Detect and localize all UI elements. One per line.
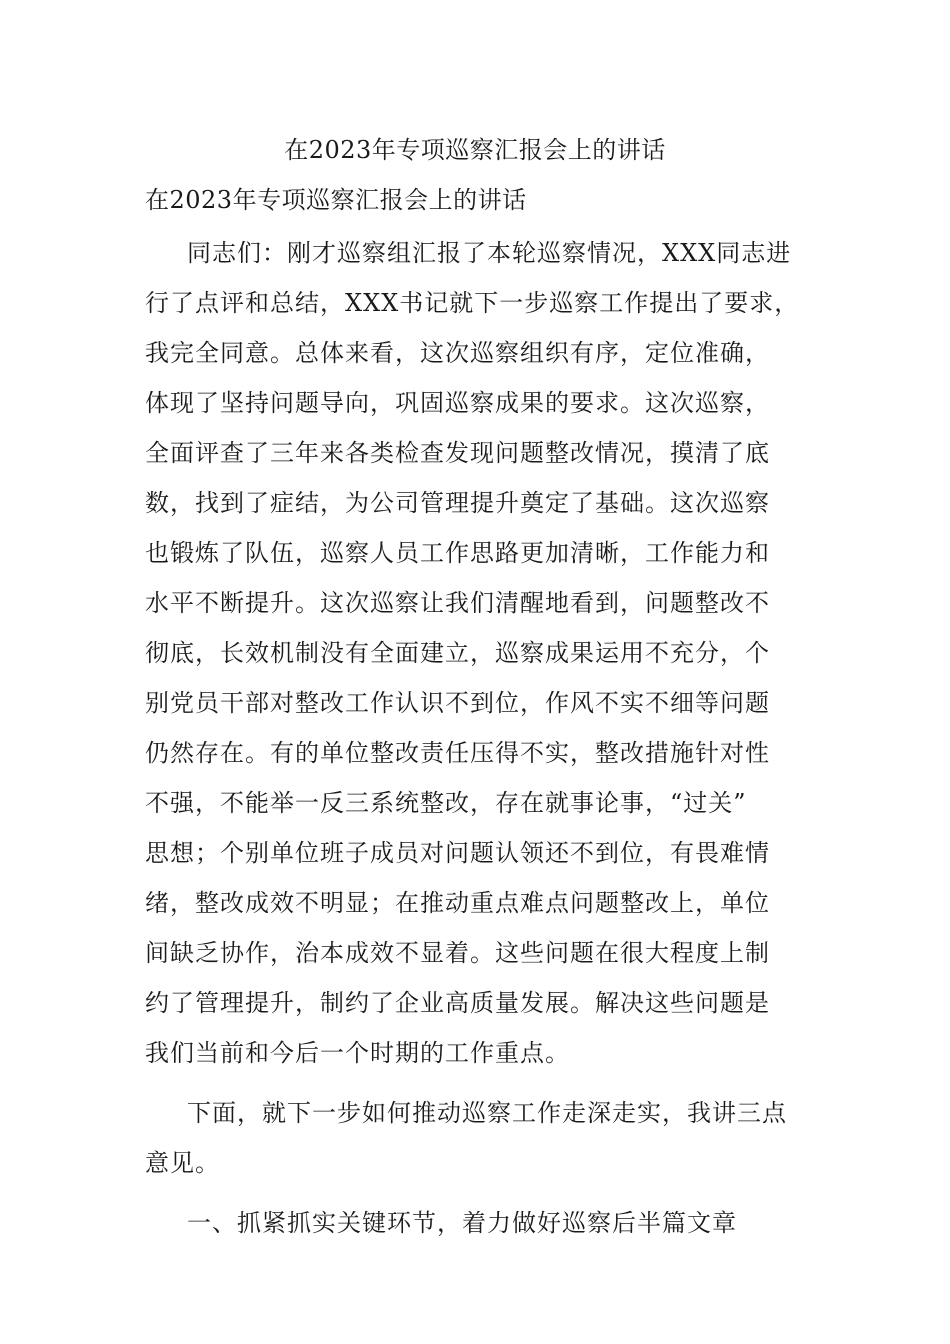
paragraph-gap	[145, 1078, 815, 1088]
paragraph-line: 体现了坚持问题导向，巩固巡察成果的要求。这次巡察，	[145, 389, 770, 417]
paragraph-line: 彻底，长效机制没有全面建立，巡察成果运用不充分，个	[145, 639, 770, 667]
paragraph-line: 思想；个别单位班子成员对问题认领还不到位，有畏难情	[145, 839, 770, 867]
paragraph-line: 也锻炼了队伍，巡察人员工作思路更加清晰，工作能力和	[145, 539, 770, 567]
paragraph-line: 间缺乏协作，治本成效不显着。这些问题在很大程度上制	[145, 939, 770, 967]
paragraph-line: 别党员干部对整改工作认识不到位，作风不实不细等问题	[145, 689, 770, 717]
paragraph-line: 绪，整改成效不明显；在推动重点难点问题整改上，单位	[145, 889, 770, 917]
paragraph-line: 意见。	[145, 1149, 220, 1177]
paragraph-line: 我们当前和今后一个时期的工作重点。	[145, 1039, 570, 1067]
paragraph-line: 行了点评和总结，XXX书记就下一步巡察工作提出了要求，	[145, 289, 800, 317]
paragraph-line: 下面，就下一步如何推动巡察工作走深走实，我讲三点	[187, 1099, 787, 1127]
document-title: 在2023年专项巡察汇报会上的讲话	[284, 136, 666, 164]
paragraph-line: 水平不断提升。这次巡察让我们清醒地看到，问题整改不	[145, 589, 770, 617]
section-heading: 一、抓紧抓实关键环节，着力做好巡察后半篇文章	[187, 1209, 737, 1237]
document-body	[145, 228, 815, 1248]
paragraph-gap	[145, 1188, 815, 1198]
paragraph-line: 数，找到了症结，为公司管理提升奠定了基础。这次巡察	[145, 489, 770, 517]
document-subtitle: 在2023年专项巡察汇报会上的讲话	[145, 186, 527, 214]
paragraph-1	[145, 228, 815, 1078]
paragraph-line: 全面评查了三年来各类检查发现问题整改情况，摸清了底	[145, 439, 770, 467]
paragraph-2	[145, 1088, 815, 1188]
paragraph-line: 不强，不能举一反三系统整改，存在就事论事，“过关”	[145, 789, 747, 817]
paragraph-line: 仍然存在。有的单位整改责任压得不实，整改措施针对性	[145, 739, 770, 767]
paragraph-line: 同志们：刚才巡察组汇报了本轮巡察情况，XXX同志进	[187, 239, 792, 267]
paragraph-line: 我完全同意。总体来看，这次巡察组织有序，定位准确，	[145, 339, 770, 367]
paragraph-line: 约了管理提升，制约了企业高质量发展。解决这些问题是	[145, 989, 770, 1017]
